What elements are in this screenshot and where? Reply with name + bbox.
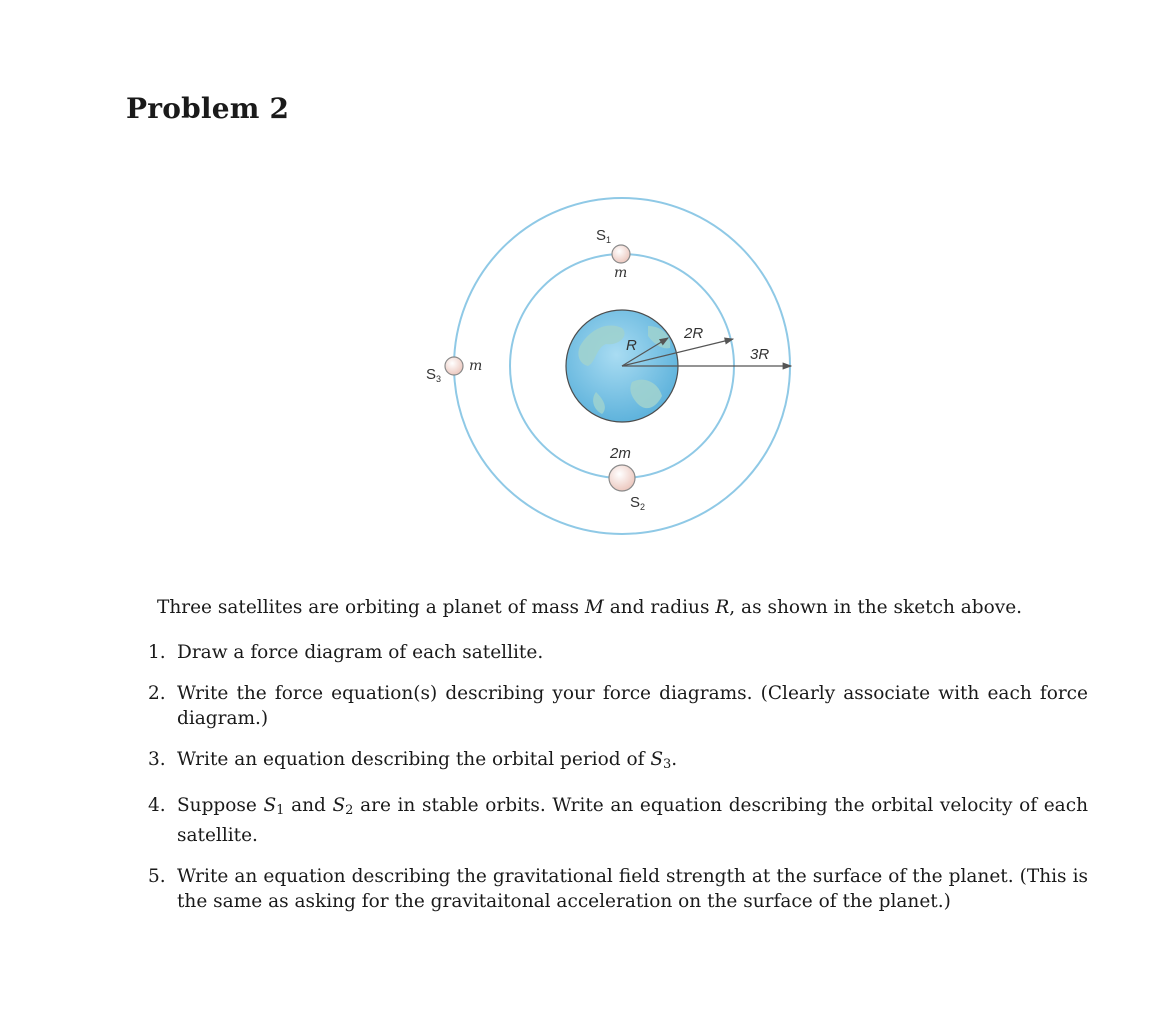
question-item: 3. Write an equation describing the orbital period of $S_3$. bbox=[148, 749, 678, 772]
problem-title: Problem 2 bbox=[126, 92, 290, 125]
label-2r: 2R bbox=[684, 325, 704, 342]
label-s2: $S_2$ bbox=[630, 494, 646, 512]
label-3r: 3R bbox=[750, 346, 770, 363]
orbit-diagram bbox=[400, 186, 820, 546]
satellite-s3 bbox=[445, 357, 463, 375]
label-mass-s2: 2m bbox=[610, 445, 631, 462]
label-mass-s1: m bbox=[614, 265, 628, 281]
question-item: 4. Suppose $S_1$ and $S_2$ are in stable orbits. Write an equation describing the orbital velocity of each satellite. bbox=[148, 795, 1088, 846]
satellite-s2 bbox=[609, 465, 635, 491]
question-item: 5. Write an equation describing the gravitational field strength at the surface of the planet. (This is the same as asking for the gravitaitonal acceleration on the surface of the planet.) bbox=[148, 866, 1088, 912]
label-mass-s3: m bbox=[469, 358, 483, 374]
satellite-s1 bbox=[612, 245, 630, 263]
question-list bbox=[148, 640, 1088, 930]
question-item: 2. Write the force equation(s) describing your force diagrams. (Clearly associate with each force diagram.) bbox=[148, 683, 1088, 729]
problem-intro: Three satellites are orbiting a planet of mass M and radius R, as shown in the sketch above. bbox=[157, 597, 1023, 618]
label-s1: $S_1$ bbox=[596, 227, 612, 245]
question-item: 1. Draw a force diagram of each satellite. bbox=[148, 642, 544, 663]
label-r: R bbox=[626, 337, 637, 354]
label-s3: $S_3$ bbox=[426, 366, 442, 384]
